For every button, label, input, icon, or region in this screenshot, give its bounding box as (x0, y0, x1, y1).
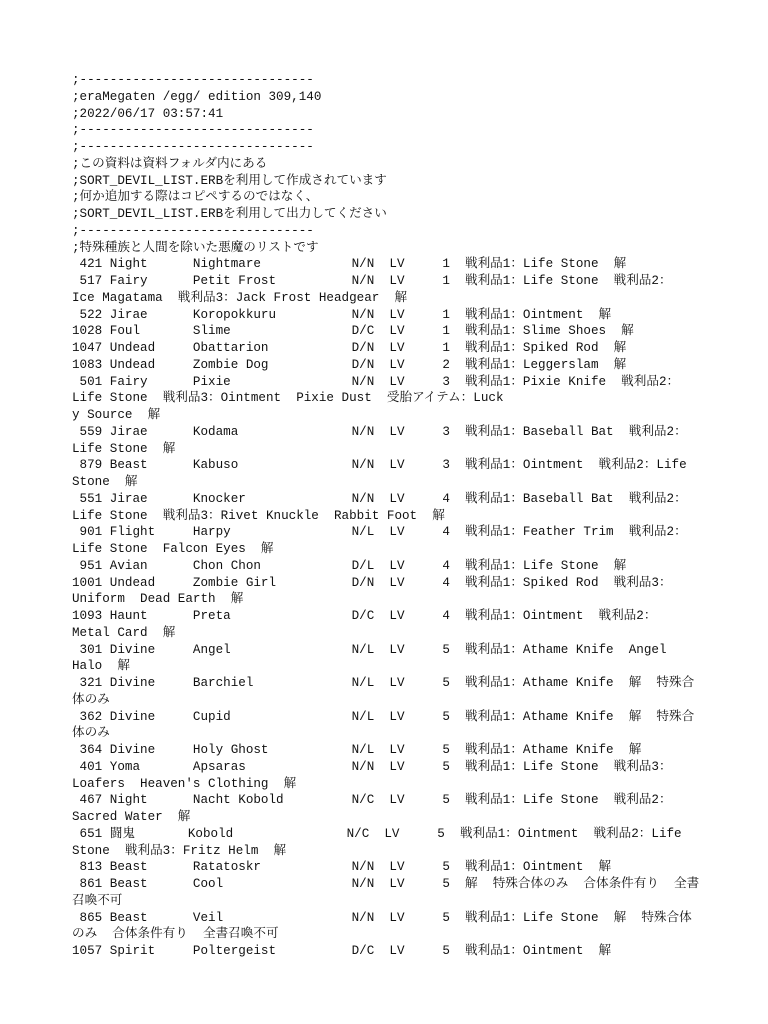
text-line: Ice Magatama 戦利品3：Jack Frost Headgear 解 (72, 290, 408, 305)
text-line: 1047 Undead Obattarion D/N LV 1 戦利品1：Spiked Rod 解 (72, 341, 627, 355)
text-line: Halo 解 (72, 659, 130, 674)
text-line: ;2022/06/17 03:57:41 (72, 106, 224, 121)
text-line: 861 Beast Cool N/N LV 5 解 特殊合体のみ 合体条件有り 全書 (72, 877, 700, 891)
text-line: 301 Divine Angel N/L LV 5 戦利品1：Athame Knife Angel (72, 642, 667, 657)
text-line: 551 Jirae Knocker N/N LV 4 戦利品1：Baseball Bat 戦利品2： (72, 491, 687, 506)
text-line: Loafers Heaven's Clothing 解 (72, 776, 297, 791)
text-line: 901 Flight Harpy N/L LV 4 戦利品1：Feather Trim 戦利品2： (72, 525, 687, 540)
text-line: 865 Beast Veil N/N LV 5 戦利品1：Life Stone 解 特殊合体 (72, 910, 692, 925)
text-line: ;eraMegaten /egg/ edition 309,140 (72, 89, 322, 104)
text-line: 951 Avian Chon Chon D/L LV 4 戦利品1：Life Stone 解 (72, 558, 627, 573)
text-line: ;SORT_DEVIL_LIST.ERBを利用して出力してください (72, 207, 387, 221)
text-line: 体のみ (72, 726, 110, 741)
text-line: ;特殊種族と人間を除いた悪魔のリストです (72, 240, 319, 255)
text-line: 421 Night Nightmare N/N LV 1 戦利品1：Life Stone 解 (72, 257, 627, 272)
text-line: Life Stone 解 (72, 441, 176, 456)
text-line: 879 Beast Kabuso N/N LV 3 戦利品1：Ointment 戦利品2：Life (72, 458, 687, 473)
text-line: 501 Fairy Pixie N/N LV 3 戦利品1：Pixie Knife 戦利品2： (72, 374, 680, 389)
text-line: y Source 解 (72, 408, 161, 422)
text-line: 362 Divine Cupid N/L LV 5 戦利品1：Athame Knife 解 特殊合 (72, 709, 695, 724)
text-line: のみ 合体条件有り 全書召喚不可 (72, 927, 279, 942)
text-line: 召喚不可 (72, 893, 123, 908)
text-line: Stone 解 (72, 475, 138, 489)
text-line: Stone 戦利品3：Fritz Helm 解 (72, 843, 287, 858)
text-line: ;------------------------------- (72, 73, 314, 87)
text-line: 401 Yoma Apsaras N/N LV 5 戦利品1：Life Stone 戦利品3： (72, 759, 672, 774)
text-line: Metal Card 解 (72, 625, 176, 640)
text-line: ;SORT_DEVIL_LIST.ERBを利用して作成されています (72, 173, 387, 188)
text-line: ;この資料は資料フォルダ内にある (72, 156, 268, 171)
text-line: 1028 Foul Slime D/C LV 1 戦利品1：Slime Shoes 解 (72, 324, 634, 339)
text-line: 1001 Undead Zombie Girl D/N LV 4 戦利品1：Spiked Rod 戦利品3： (72, 575, 672, 590)
text-line: 1057 Spirit Poltergeist D/C LV 5 戦利品1：Ointment 解 (72, 944, 612, 958)
text-line: 517 Fairy Petit Frost N/N LV 1 戦利品1：Life Stone 戦利品2： (72, 274, 672, 288)
text-line: ;------------------------------- (72, 223, 314, 238)
text-line: 1093 Haunt Preta D/C LV 4 戦利品1：Ointment 戦利品2： (72, 609, 657, 623)
document-text (72, 72, 702, 960)
text-line: 651 闘鬼 Kobold N/C LV 5 戦利品1：Ointment 戦利品2：Life (72, 826, 682, 841)
text-line: 体のみ (72, 692, 110, 707)
text-line: 813 Beast Ratatoskr N/N LV 5 戦利品1：Ointment 解 (72, 860, 612, 875)
text-line: Life Stone 戦利品3：Ointment Pixie Dust 受胎アイテム：Luck (72, 391, 504, 406)
text-line: 559 Jirae Kodama N/N LV 3 戦利品1：Baseball Bat 戦利品2： (72, 424, 687, 439)
text-line: Life Stone 戦利品3：Rivet Knuckle Rabbit Foot 解 (72, 508, 445, 523)
text-line: 467 Night Nacht Kobold N/C LV 5 戦利品1：Life Stone 戦利品2： (72, 793, 672, 808)
text-line: 522 Jirae Koropokkuru N/N LV 1 戦利品1：Ointment 解 (72, 307, 612, 322)
text-line: 321 Divine Barchiel N/L LV 5 戦利品1：Athame Knife 解 特殊合 (72, 676, 695, 690)
text-line: Sacred Water 解 (72, 810, 191, 824)
text-line: 364 Divine Holy Ghost N/L LV 5 戦利品1：Athame Knife 解 (72, 743, 642, 757)
text-line: Life Stone Falcon Eyes 解 (72, 542, 274, 556)
text-line: ;------------------------------- (72, 140, 314, 154)
text-line: Uniform Dead Earth 解 (72, 592, 244, 607)
text-line: ;------------------------------- (72, 123, 314, 138)
text-line: 1083 Undead Zombie Dog D/N LV 2 戦利品1：Leggerslam 解 (72, 357, 627, 372)
text-line: ;何か追加する際はコピペするのではなく、 (72, 190, 319, 205)
